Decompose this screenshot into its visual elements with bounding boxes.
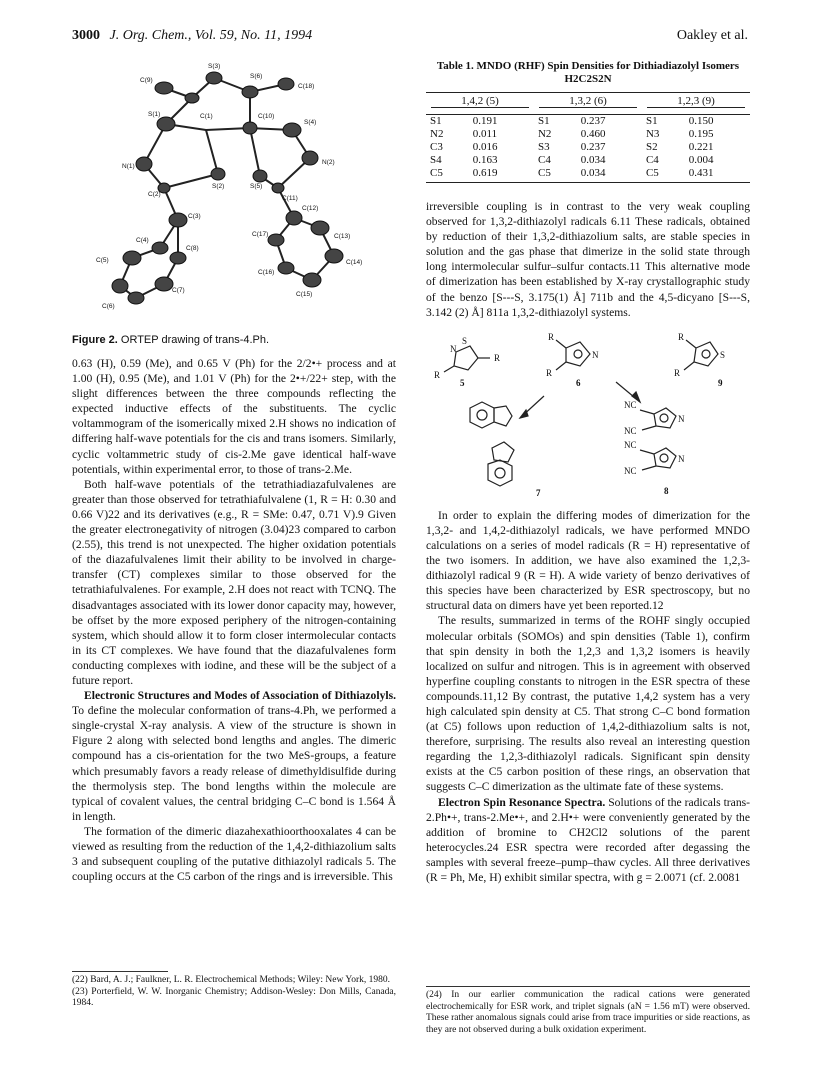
ortep-drawing: [72, 58, 396, 328]
footnote: (23) Porterfield, W. W. Inorganic Chemistry; Addison-Wesley: Don Mills, Canada, 1984.: [72, 986, 396, 1008]
atom-label: S(4): [304, 119, 317, 126]
header-left: [72, 28, 312, 44]
compound-number-7: 7: [536, 487, 541, 498]
atom-label: C(13): [334, 233, 351, 240]
compound-number-8: 8: [664, 485, 669, 496]
atom-label: C(15): [296, 291, 313, 298]
page-header: [72, 28, 748, 48]
section-heading: Electron Spin Resonance Spectra.: [438, 795, 606, 809]
atom-label: C(7): [172, 287, 185, 294]
compound-number-6: 6: [576, 377, 581, 388]
atom-label: N: [450, 343, 457, 354]
table-row: C5 0.619 C5 0.034 C5 0.431: [426, 167, 750, 183]
body-paragraph-with-heading: [72, 688, 396, 824]
footnote-rule: [72, 971, 168, 972]
atom-label: N(2): [322, 159, 335, 166]
atom-label: S(1): [148, 111, 161, 118]
substituent-label: R: [434, 369, 441, 380]
header-authors: Oakley et al.: [676, 28, 748, 43]
atom-label: S: [462, 335, 468, 346]
atom-label: N: [678, 453, 685, 464]
atom-label: C(2): [148, 191, 161, 198]
body-text: Solutions of the radicals trans-2.Ph•+, trans-2.Me•+, and 2.H•+ were conveniently generated by the addition of bromine to CH2Cl2 solutions of the parent heterocycles.24 ESR spectra were recorded after degassing the samples with several freeze–pump–thaw cycles. All three derivatives (R = Ph, Me, H) exhibit similar spectra, with g = 2.0071 (cf. 2.0081: [426, 795, 750, 884]
substituent-label: R: [494, 352, 501, 363]
atom-label: C(1): [200, 113, 213, 120]
substituent-label: R: [674, 367, 681, 378]
table-group-header: 1,4,2 (5): [426, 93, 534, 111]
atom-label: C(12): [302, 205, 319, 212]
body-paragraph: 0.63 (H), 0.59 (Me), and 0.65 V (Ph) for the 2/2•+ process and at 1.00 (H), 0.95 (Me), and 1.01 V (Ph) for the 2•+/22+ step, with the slight differences between the three compounds reflecting the expected inductive effects of the substituents. The cyclic voltammogram of the isomerically mixed 2.H shows no indication of differing half-wave potentials for the cis and trans isomers. Similarly, cyclic voltammetric study of cis-2.Me gave identical half-wave potentials, within experimental error, to those of trans-2.Me.: [72, 357, 396, 476]
substituent-label: NC: [624, 439, 637, 450]
structures-drawing: [426, 330, 750, 498]
footnote: (22) Bard, A. J.; Faulkner, L. R. Electrochemical Methods; Wiley: New York, 1980.: [72, 975, 391, 985]
table-group-header: 1,2,3 (9): [642, 93, 750, 111]
atom-label: S: [720, 349, 726, 360]
atom-label: C(8): [186, 245, 199, 252]
table-row: C3 0.016 S3 0.237 S2 0.221: [430, 141, 714, 153]
substituent-label: R: [546, 367, 553, 378]
substituent-label: NC: [624, 465, 637, 476]
atom-label: C(3): [188, 213, 201, 220]
compound-number-5: 5: [460, 377, 465, 388]
table-title: Table 1. MNDO (RHF) Spin Densities for Dithiadiazolyl Isomers H2C2S2N: [436, 60, 740, 85]
atom-label: C(16): [258, 269, 275, 276]
left-column: [72, 58, 396, 884]
substituent-label: R: [548, 331, 555, 342]
atom-label: C(11): [282, 195, 298, 202]
body-paragraph: In order to explain the differing modes of dimerization for the 1,3,2- and 1,4,2-dithiazolyl radicals, we have performed MNDO calculations on a series of model radicals (R = H) representative of the two isomers. In addition, we have also examined the 1,2,3-dithiazolyl radical 9 (R = H). A wide variety of benzo derivatives of this species have been characterized by ESR spectroscopy, but no structural data on dimers have yet been reported.12: [426, 508, 750, 613]
atom-label: C(10): [258, 113, 275, 120]
figure-caption: [72, 334, 396, 346]
footnote: (24) In our earlier communication the radical cations were generated electrochemically for ESR work, and triplet signals (aN = 1.56 mT) were observed. These rather anomalous signals could arise from trace impurities or side reactions, as they are not observed during a bulk oxidation experiment.: [426, 990, 750, 1035]
journal-citation: J. Org. Chem., Vol. 59, No. 11, 1994: [109, 28, 313, 43]
section-heading: Electronic Structures and Modes of Association of Dithiazolyls.: [84, 689, 396, 703]
substituent-label: R: [678, 331, 685, 342]
atom-label: S(5): [250, 183, 263, 190]
body-text: To define the molecular conformation of trans-4.Ph, we performed a single-crystal X-ray analysis. A view of the structure is shown in Figure 2 along with selected bond lengths and angles. The dimeric compound has a cis-orientation for the two MeS-groups, a feature which presumably favors a ready release of dimethyldisulfide during the thermolysis step. The bond lengths within the molecule are typical of covalent values, the central bridging C–C bond is 1.564 Å in length.: [72, 704, 396, 823]
structure-scheme: [426, 330, 750, 498]
left-footnotes: [72, 971, 396, 1010]
figure-caption-label: Figure 2.: [72, 334, 118, 346]
table-group-header: 1,3,2 (6): [534, 93, 642, 111]
right-footnotes: [426, 986, 750, 1036]
spin-density-table: [426, 92, 750, 183]
atom-label: C(14): [346, 259, 363, 266]
figure-caption-text: ORTEP drawing of trans-4.Ph.: [120, 334, 270, 346]
body-paragraph: The results, summarized in terms of the ROHF singly occupied molecular orbitals (SOMOs) and spin densities (Table 1), confirm that spin density in both the 1,2,3 and 1,3,2 isomers is heavily localized on sulfur and nitrogen. This is in agreement with observed hyperfine coupling constants to nitrogen in the ESR spectra of these compounds.11,12 By contrast, the putative 1,4,2 system has a very high calculated spin density at C5. That strong C–C bond formation (at C5) follows upon reduction of 1,4,2-dithiazolium salts is not, therefore, surprising. The results also reveal an interesting question regarding the 1,2,3-dithiazolyl radicals. Significant spin density exists at the C5 carbon position of these rings, an observation that suggests C–C dimerization as the ultimate fate of these systems.: [426, 614, 750, 794]
atom-label: S(3): [208, 63, 221, 70]
atom-label: C(4): [136, 237, 149, 244]
body-paragraph: Both half-wave potentials of the tetrathiadiazafulvalenes are greater than those observed for tetrathiafulvalene (1, R = H: 0.30 and 0.66 V)22 and its derivatives (e.g., R = SMe: 0.47, 0.71 V).9 Given the greater electronegativity of nitrogen (3.04)23 compared to carbon (2.55), this trend is not unexpected. The higher oxidation potentials of the diazafulvalenes limit their ability to be involved in charge-transfer (CT) complexes similar to those observed for the tetrathiafulvalenes. For example, 2.H does not react with TCNQ. The disadvantages associated with its lower donor capacity may, however, be offset by the more exposed periphery of the nitrogen-containing system, which should allow it to form closer intermolecular contacts in its CT complexes. We have found that the diazafulvalenes form conducting complexes with iodine, and these will be the subject of a future report.: [72, 477, 396, 687]
atom-label: S(6): [250, 73, 263, 80]
substituent-label: NC: [624, 425, 637, 436]
substituent-label: NC: [624, 399, 637, 410]
body-paragraph-with-heading: [426, 795, 750, 886]
atom-label: C(9): [140, 77, 153, 84]
table-row: N2 0.011 N2 0.460 N3 0.195: [430, 128, 714, 140]
table-row: S1 0.191 S1 0.237 S1 0.150: [430, 115, 714, 127]
atom-label: N: [678, 413, 685, 424]
right-column: [426, 58, 750, 885]
atom-label: N: [592, 349, 599, 360]
ortep-figure: [72, 58, 396, 328]
atom-label: S(2): [212, 183, 225, 190]
atom-label: N(1): [122, 163, 135, 170]
page-number: 3000: [72, 28, 100, 43]
table-row: S4 0.163 C4 0.034 C4 0.004: [430, 154, 714, 166]
footnote-rule: [426, 986, 750, 987]
atom-label: C(17): [252, 231, 269, 238]
atom-label: C(6): [102, 303, 115, 310]
body-paragraph: irreversible coupling is in contrast to the very weak coupling observed for 1,3,2-dithiazolyl radicals 6.11 These radicals, obtained by reduction of their 1,3,2-dithiazolium salts, are stable species in solution and the gas phase that dimerize in the solid state through long intermolecular sulfur–sulfur contacts.11 This alternative mode of dimerization has been established by X-ray crystallographic study of the benzo [S---S, 3.175(1) Å] 711b and the 4,5-dicyano [S---S, 3.142 (2) Å] 811a 1,3,2-dithiazolyl systems.: [426, 200, 750, 319]
atom-label: C(5): [96, 257, 109, 264]
compound-number-9: 9: [718, 377, 723, 388]
body-paragraph: The formation of the dimeric diazahexathioorthooxalates 4 can be viewed as resulting from the reduction of the 1,4,2-dithiazolium salts 3 and subsequent coupling of the putative dithiazolyl radicals 5. The coupling occurs at the C5 carbon of the rings and is irreversible. This: [72, 824, 396, 884]
atom-label: C(18): [298, 83, 315, 90]
